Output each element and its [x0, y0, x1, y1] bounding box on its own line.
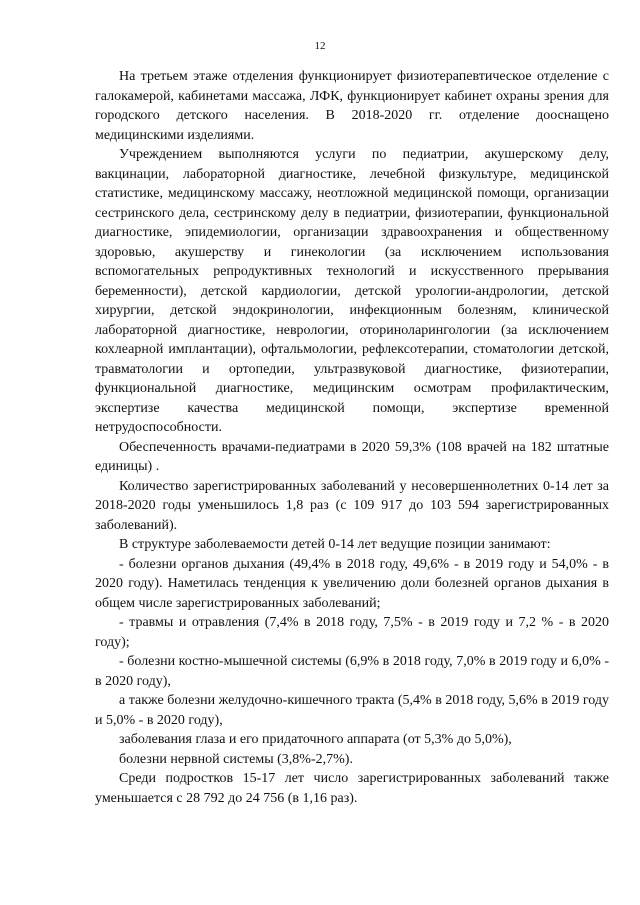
paragraph-registered-diseases: Количество зарегистрированных заболеваний у несовершеннолетних 0-14 лет за 2018-2020 годы уменьшилось 1,8 раз (с 109 917 до 103 594 зарегистрированных заболеваний). [95, 478, 609, 533]
list-item-nervous-system-diseases: болезни нервной системы (3,8%-2,7%). [119, 751, 353, 767]
paragraph-services-list: Учреждением выполняются услуги по педиатрии, акушерскому делу, вакцинации, лабораторной диагностике, лечебной физкультуре, медицинской статистике, медицинскому массажу, неотложной медицинской помощи, организации сестринского дела, сестринскому делу в педиатрии, физиотерапии, функциональной диагностике, эпидемиологии, организации здравоохранения и общественному здоровью, акушерству и гинекологии (за исключением использования вспомогательных репродуктивных технологий и искусственного прерывания беременности), детской кардиологии, детской урологии-андрологии, детской хирургии, детской эндокринологии, инфекционным болезням, клинической лабораторной диагностике, неврологии, оториноларингологии (за исключением кохлеарной имплантации), офтальмологии, рефлексотерапии, стоматологии детской, травматологии и ортопедии, ультразвуковой диагностике, физиотерапии, функциональной диагностике, медицинским осмотрам профилактическим, экспертизе качества медицинской помощи, экспертизе временной нетрудоспособности. [95, 147, 609, 435]
paragraph-morbidity-structure: В структуре заболеваемости детей 0-14 лет ведущие позиции занимают: [119, 537, 551, 552]
list-item-injuries-poisoning: - травмы и отравления (7,4% в 2018 году, 7,5% - в 2019 году и 7,2 % - в 2020 году); [95, 615, 609, 650]
paragraph-pediatrician-staffing: Обеспеченность врачами-педиатрами в 2020 59,3% (108 врачей на 182 штатные единицы) . [95, 439, 609, 474]
list-item-gastrointestinal-diseases: а также болезни желудочно-кишечного тракта (5,4% в 2018 году, 5,6% в 2019 году и 5,0% - в 2020 году), [95, 693, 609, 728]
document-body [95, 67, 609, 808]
page-number: 12 [314, 40, 326, 52]
paragraph-adolescent-diseases: Среди подростков 15-17 лет число зарегистрированных заболеваний также уменьшается с 28 792 до 24 756 (в 1,16 раз). [95, 771, 609, 806]
list-item-musculoskeletal-diseases: - болезни костно-мышечной системы (6,9% в 2018 году, 7,0% в 2019 году и 6,0% - в 2020 году), [95, 654, 609, 689]
list-item-respiratory-diseases: - болезни органов дыхания (49,4% в 2018 году, 49,6% - в 2019 году и 54,0% - в 2020 году). Наметилась тенденция к увеличению доли болезней органов дыхания в общем числе зарегистрированных заболеваний; [95, 556, 609, 611]
list-item-eye-diseases: заболевания глаза и его придаточного аппарата (от 5,3% до 5,0%), [119, 732, 512, 747]
paragraph-physiotherapy-department: На третьем этаже отделения функционирует физиотерапевтическое отделение с галокамерой, кабинетами массажа, ЛФК, функционирует кабинет охраны зрения для городского детского населения. В 2018-2020 гг. отделение дооснащено медицинскими изделиями. [95, 69, 609, 143]
